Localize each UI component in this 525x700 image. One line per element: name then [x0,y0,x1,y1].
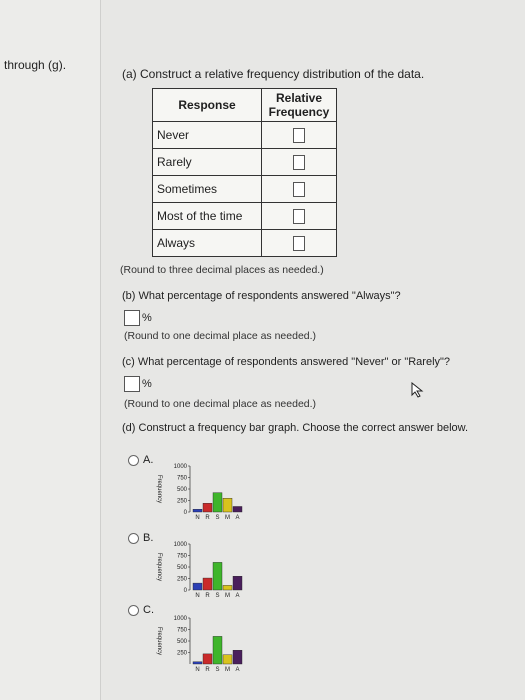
percent-sign: % [142,312,152,324]
y-axis-label: Frequency [156,474,162,504]
percent-input-b[interactable] [124,310,140,326]
bar-N [193,509,202,512]
bar-S [213,636,222,664]
x-tick-label: M [225,667,230,673]
bar-M [223,498,232,512]
option-label: A. [143,454,154,466]
part-c-prompt: (c) What percentage of respondents answered "Never" or "Rarely"? [122,356,451,368]
y-axis-label: Frequency [156,552,162,582]
option-label: B. [143,532,154,544]
mouse-cursor-icon [410,382,424,398]
bar-A [233,576,242,590]
radio-button[interactable] [128,605,139,616]
bar-chart-c[interactable] [150,614,270,684]
part-b-answer [124,310,152,326]
bar-S [213,493,222,512]
bar-chart-b[interactable] [150,540,270,610]
x-tick-label: M [225,515,230,521]
relative-frequency-table [152,88,337,257]
table-row [153,230,337,257]
bar-N [193,662,202,664]
radio-button[interactable] [128,533,139,544]
y-tick-label: 1000 [173,464,187,470]
row-label: Always [153,230,262,257]
x-tick-label: S [215,515,220,521]
y-tick-label: 250 [176,576,187,583]
y-tick-label: 250 [176,498,187,505]
radio-button[interactable] [128,455,139,466]
part-a-hint: (Round to three decimal places as needed.) [120,264,324,276]
relative-frequency-header: Relative Frequency [262,89,337,122]
x-tick-label: R [205,667,210,673]
percent-sign: % [142,378,152,390]
y-tick-label: 750 [176,627,187,634]
table-row [153,176,337,203]
part-a-prompt: (a) Construct a relative frequency distribution of the data. [122,67,425,81]
answer-box[interactable] [293,128,305,143]
y-tick-label: 0 [183,510,187,516]
x-tick-label: A [235,593,240,599]
bar-M [223,585,232,590]
row-label: Never [153,122,262,149]
row-label: Rarely [153,149,262,176]
x-tick-label: S [215,667,220,673]
part-c-hint: (Round to one decimal place as needed.) [124,398,317,410]
y-tick-label: 500 [176,639,187,645]
table-row [153,203,337,230]
part-c-answer [124,376,152,392]
y-tick-label: 500 [176,487,187,493]
part-b-prompt: (b) What percentage of respondents answered "Always"? [122,290,401,302]
bar-chart-a[interactable] [150,462,270,532]
bar-R [203,654,212,664]
option-label: C. [143,604,154,616]
y-tick-label: 1000 [173,542,187,548]
bar-A [233,650,242,664]
answer-box[interactable] [293,236,305,251]
x-tick-label: R [205,593,210,599]
row-label: Sometimes [153,176,262,203]
x-tick-label: A [235,515,240,521]
response-header: Response [153,89,262,122]
x-tick-label: N [195,593,200,599]
percent-input-c[interactable] [124,376,140,392]
x-tick-label: S [215,593,220,599]
table-header-row [153,89,337,122]
x-tick-label: N [195,515,200,521]
y-tick-label: 0 [183,588,187,594]
bar-A [233,506,242,512]
left-pane [0,0,101,700]
answer-box[interactable] [293,209,305,224]
table-row [153,149,337,176]
bar-M [223,655,232,664]
bar-R [203,578,212,590]
y-tick-label: 500 [176,565,187,571]
y-tick-label: 1000 [173,616,187,622]
y-tick-label: 750 [176,475,187,482]
part-b-hint: (Round to one decimal place as needed.) [124,330,317,342]
y-tick-label: 250 [176,650,187,657]
x-tick-label: A [235,667,240,673]
bar-N [193,583,202,590]
x-tick-label: M [225,593,230,599]
table-row [153,122,337,149]
answer-box[interactable] [293,155,305,170]
through-text: through (g). [4,58,67,72]
bar-R [203,503,212,512]
answer-box[interactable] [293,182,305,197]
y-axis-label: Frequency [156,626,162,656]
bar-S [213,562,222,590]
x-tick-label: N [195,667,200,673]
y-tick-label: 750 [176,553,187,560]
x-tick-label: R [205,515,210,521]
part-d-prompt: (d) Construct a frequency bar graph. Choose the correct answer below. [122,422,469,434]
row-label: Most of the time [153,203,262,230]
